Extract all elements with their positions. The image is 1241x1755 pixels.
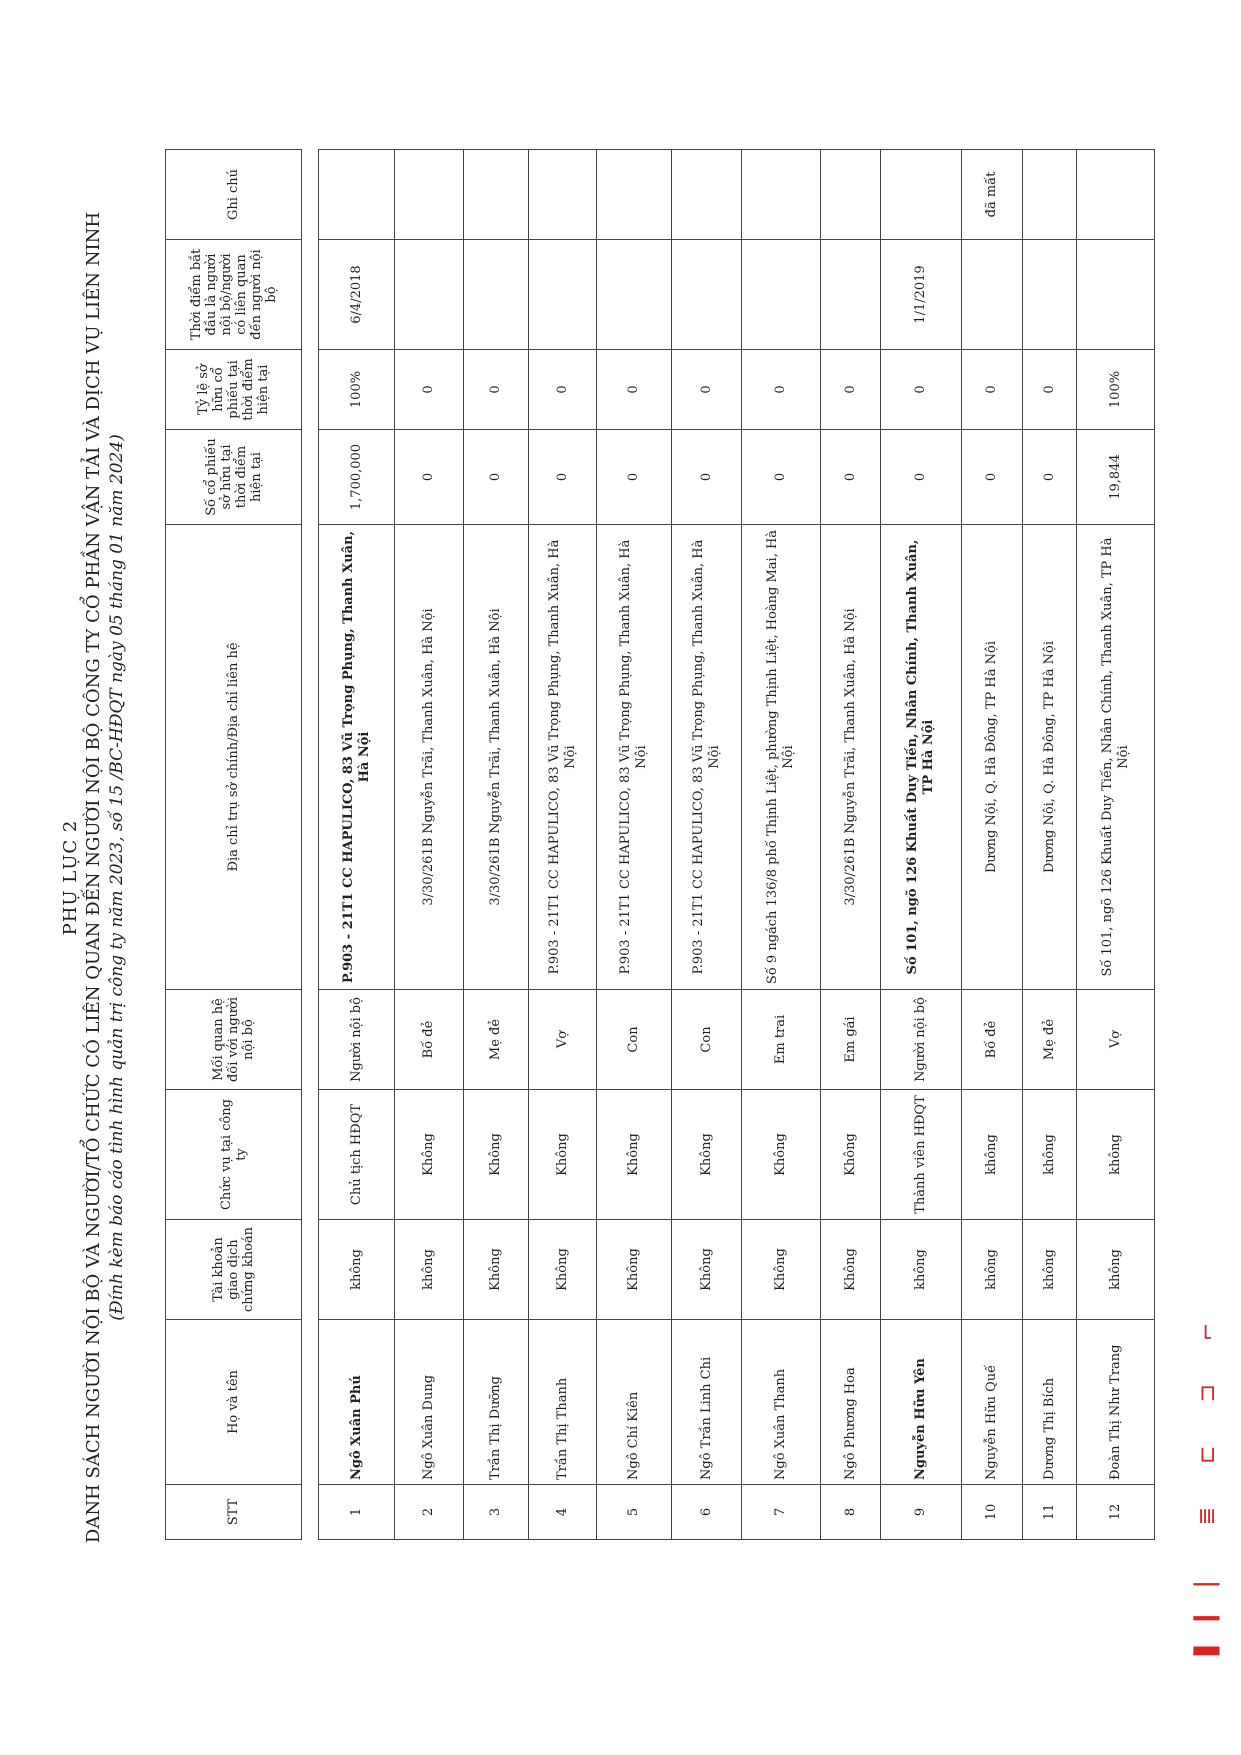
cell-shares: 0 <box>881 430 962 525</box>
cell-position: Không <box>821 1090 881 1220</box>
table-row <box>395 150 464 1540</box>
cell-account: không <box>319 1220 395 1320</box>
cell-name: Đoàn Thị Như Trang <box>1077 1320 1155 1485</box>
table-row <box>597 150 672 1540</box>
table-row <box>962 150 1023 1540</box>
cell-relation: Vợ <box>1077 990 1155 1090</box>
header-address: Địa chỉ trụ sở chính/Địa chỉ liên hệ <box>166 525 302 990</box>
cell-note <box>1077 150 1155 240</box>
appendix-title: PHỤ LỤC 2 <box>60 819 81 936</box>
table-row <box>672 150 742 1540</box>
cell-stt: 2 <box>395 1485 464 1540</box>
main-title: DANH SÁCH NGƯỜI NỘI BỘ VÀ NGƯỜI/TỔ CHỨC CÓ LIÊN QUAN ĐẾN NGƯỜI NỘI BỘ CÔNG TY CỔ PHẦN VẬN TẢI VÀ DỊCH VỤ LIÊN NINH <box>83 211 104 1544</box>
cell-start <box>821 240 881 350</box>
cell-ratio: 100% <box>1077 350 1155 430</box>
cell-note <box>319 150 395 240</box>
cell-stt: 6 <box>672 1485 742 1540</box>
cell-position: Không <box>395 1090 464 1220</box>
cell-stt: 3 <box>464 1485 529 1540</box>
cell-position: không <box>962 1090 1023 1220</box>
cell-account: Không <box>529 1220 597 1320</box>
cell-note: đã mất <box>962 150 1023 240</box>
cell-relation: Em gái <box>821 990 881 1090</box>
cell-address: P.903 - 21T1 CC HAPULICO, 83 Vũ Trọng Phụng, Thanh Xuân, Hà Nội <box>672 525 742 990</box>
cell-note <box>464 150 529 240</box>
cell-start <box>1023 240 1077 350</box>
cell-ratio: 0 <box>821 350 881 430</box>
cell-shares: 0 <box>597 430 672 525</box>
header-name: Họ và tên <box>166 1320 302 1485</box>
cell-position: Không <box>597 1090 672 1220</box>
cell-note <box>672 150 742 240</box>
cell-ratio: 100% <box>319 350 395 430</box>
cell-shares: 19,844 <box>1077 430 1155 525</box>
cell-name: Nguyễn Hữu Quế <box>962 1320 1023 1485</box>
cell-stt: 11 <box>1023 1485 1077 1540</box>
header-shares: Số cổ phiếu sở hữu tại thời điểm hiện tại <box>166 430 302 525</box>
cell-ratio: 0 <box>464 350 529 430</box>
cell-start <box>529 240 597 350</box>
cell-start <box>464 240 529 350</box>
cell-relation: Con <box>597 990 672 1090</box>
cell-note <box>597 150 672 240</box>
cell-shares: 0 <box>742 430 821 525</box>
cell-name: Dương Thị Bích <box>1023 1320 1077 1485</box>
cell-address: P.903 - 21T1 CC HAPULICO, 83 Vũ Trọng Phụng, Thanh Xuân, Hà Nội <box>597 525 672 990</box>
table-row <box>821 150 881 1540</box>
cell-address: Số 101, ngõ 126 Khuất Duy Tiến, Nhân Chính, Thanh Xuân, TP Hà Nội <box>881 525 962 990</box>
cell-address: Số 9 ngách 136/8 phố Thịnh Liệt, phường Thịnh Liệt, Hoàng Mai, Hà Nội <box>742 525 821 990</box>
cell-relation: Mẹ đẻ <box>1023 990 1077 1090</box>
cell-ratio: 0 <box>1023 350 1077 430</box>
cell-account: không <box>1077 1220 1155 1320</box>
cell-start <box>597 240 672 350</box>
cell-position: Không <box>742 1090 821 1220</box>
cell-ratio: 0 <box>529 350 597 430</box>
cell-relation: Người nội bộ <box>881 990 962 1090</box>
cell-relation: Người nội bộ <box>319 990 395 1090</box>
cell-position: Chủ tịch HĐQT <box>319 1090 395 1220</box>
cell-ratio: 0 <box>962 350 1023 430</box>
cell-position: Không <box>672 1090 742 1220</box>
cell-start <box>395 240 464 350</box>
cell-position: không <box>1023 1090 1077 1220</box>
table-header <box>165 149 302 1540</box>
cell-start <box>742 240 821 350</box>
cell-name: Trần Thị Dưỡng <box>464 1320 529 1485</box>
document-header <box>60 0 127 1755</box>
table-row <box>529 150 597 1540</box>
cell-name: Ngô Xuân Thanh <box>742 1320 821 1485</box>
cell-stt: 9 <box>881 1485 962 1540</box>
cell-name: Ngô Xuân Phú <box>319 1320 395 1485</box>
table-row <box>319 150 395 1540</box>
cell-relation: Bố đẻ <box>962 990 1023 1090</box>
cell-shares: 0 <box>395 430 464 525</box>
cell-name: Ngô Trần Linh Chi <box>672 1320 742 1485</box>
table-row <box>464 150 529 1540</box>
cell-start <box>962 240 1023 350</box>
header-position: Chức vụ tại công ty <box>166 1090 302 1220</box>
cell-relation: Mẹ đẻ <box>464 990 529 1090</box>
cell-stt: 4 <box>529 1485 597 1540</box>
header-note: Ghi chú <box>166 150 302 240</box>
cell-stt: 1 <box>319 1485 395 1540</box>
cell-account: Không <box>742 1220 821 1320</box>
cell-stt: 7 <box>742 1485 821 1540</box>
header-account: Tài khoản giao dịch chứng khoán <box>166 1220 302 1320</box>
cell-stt: 12 <box>1077 1485 1155 1540</box>
insider-table <box>318 149 1155 1540</box>
cell-position: Không <box>464 1090 529 1220</box>
cell-name: Ngô Chí Kiên <box>597 1320 672 1485</box>
cell-shares: 0 <box>672 430 742 525</box>
cell-note <box>395 150 464 240</box>
cell-stt: 8 <box>821 1485 881 1540</box>
cell-shares: 0 <box>529 430 597 525</box>
red-stamp-mark: ▌▎▏ ≣ ⊏ ⊐ ⌐ <box>1195 1304 1220 1655</box>
cell-address: 3/30/261B Nguyễn Trãi, Thanh Xuân, Hà Nội <box>464 525 529 990</box>
cell-shares: 0 <box>962 430 1023 525</box>
cell-note <box>881 150 962 240</box>
cell-shares: 1,700,000 <box>319 430 395 525</box>
cell-account: không <box>881 1220 962 1320</box>
cell-address: 3/30/261B Nguyễn Trãi, Thanh Xuân, Hà Nội <box>395 525 464 990</box>
header-stt: STT <box>166 1485 302 1540</box>
subtitle: (Đính kèm báo cáo tình hình quản trị công ty năm 2023, số 15 /BC-HĐQT ngày 05 tháng 01 năm 2024) <box>107 434 127 1321</box>
table-body <box>319 150 1155 1540</box>
cell-relation: Con <box>672 990 742 1090</box>
cell-name: Trần Thị Thanh <box>529 1320 597 1485</box>
cell-address: Dương Nội, Q. Hà Đông, TP Hà Nội <box>962 525 1023 990</box>
cell-account: Không <box>597 1220 672 1320</box>
cell-account: không <box>1023 1220 1077 1320</box>
cell-ratio: 0 <box>597 350 672 430</box>
table-row <box>742 150 821 1540</box>
cell-name: Ngô Phương Hoa <box>821 1320 881 1485</box>
cell-shares: 0 <box>1023 430 1077 525</box>
cell-shares: 0 <box>464 430 529 525</box>
cell-relation: Em trai <box>742 990 821 1090</box>
cell-position: không <box>1077 1090 1155 1220</box>
cell-start <box>672 240 742 350</box>
cell-account: Không <box>672 1220 742 1320</box>
cell-position: Không <box>529 1090 597 1220</box>
cell-relation: Bố đẻ <box>395 990 464 1090</box>
cell-note <box>529 150 597 240</box>
cell-ratio: 0 <box>395 350 464 430</box>
cell-account: Không <box>464 1220 529 1320</box>
header-start: Thời điểm bắt đầu là người nội bộ/người có liên quan đến người nội bộ <box>166 240 302 350</box>
cell-account: Không <box>821 1220 881 1320</box>
cell-stt: 5 <box>597 1485 672 1540</box>
header-relation: Mối quan hệ đối với người nội bộ <box>166 990 302 1090</box>
table-row <box>881 150 962 1540</box>
cell-address: P.903 - 21T1 CC HAPULICO, 83 Vũ Trọng Phụng, Thanh Xuân, Hà Nội <box>319 525 395 990</box>
cell-start: 1/1/2019 <box>881 240 962 350</box>
cell-address: Dương Nội, Q. Hà Đông, TP Hà Nội <box>1023 525 1077 990</box>
cell-position: Thành viên HĐQT <box>881 1090 962 1220</box>
cell-name: Nguyễn Hữu Yên <box>881 1320 962 1485</box>
cell-account: không <box>395 1220 464 1320</box>
cell-note <box>821 150 881 240</box>
cell-start: 6/4/2018 <box>319 240 395 350</box>
cell-account: không <box>962 1220 1023 1320</box>
cell-start <box>1077 240 1155 350</box>
cell-address: 3/30/261B Nguyễn Trãi, Thanh Xuân, Hà Nội <box>821 525 881 990</box>
cell-relation: Vợ <box>529 990 597 1090</box>
table-row <box>1077 150 1155 1540</box>
cell-note <box>742 150 821 240</box>
cell-ratio: 0 <box>672 350 742 430</box>
table-row <box>1023 150 1077 1540</box>
cell-note <box>1023 150 1077 240</box>
cell-address: Số 101, ngõ 126 Khuất Duy Tiến, Nhân Chính, Thanh Xuân, TP Hà Nội <box>1077 525 1155 990</box>
cell-shares: 0 <box>821 430 881 525</box>
header-ratio: Tỷ lệ sở hữu cổ phiếu tại thời điểm hiện tại <box>166 350 302 430</box>
cell-address: P.903 - 21T1 CC HAPULICO, 83 Vũ Trọng Phụng, Thanh Xuân, Hà Nội <box>529 525 597 990</box>
cell-stt: 10 <box>962 1485 1023 1540</box>
cell-ratio: 0 <box>881 350 962 430</box>
cell-ratio: 0 <box>742 350 821 430</box>
cell-name: Ngô Xuân Dung <box>395 1320 464 1485</box>
